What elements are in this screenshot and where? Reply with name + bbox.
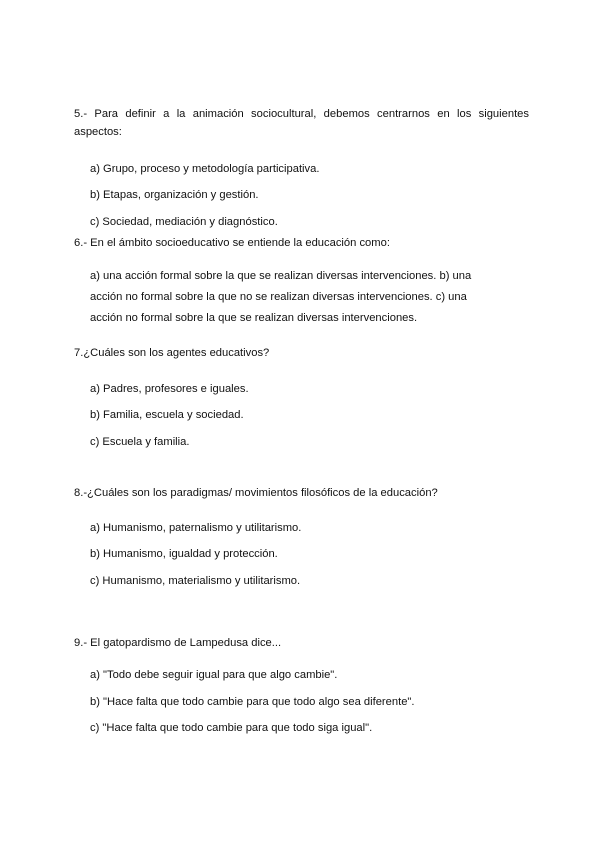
- question-6-stem: 6.- En el ámbito socioeducativo se entiende la educación como:: [74, 237, 390, 249]
- question-5-option-b: b) Etapas, organización y gestión.: [90, 189, 259, 201]
- question-8-option-c: c) Humanismo, materialismo y utilitarismo.: [90, 575, 301, 587]
- question-9-option-c: c) "Hace falta que todo cambie para que todo siga igual".: [90, 722, 373, 734]
- question-5-stem: 5.- Para definir a la animación sociocultural, debemos centrarnos en los siguientes aspectos:: [74, 108, 529, 138]
- question-8-stem: 8.-¿Cuáles son los paradigmas/ movimientos filosóficos de la educación?: [74, 487, 438, 499]
- question-7-option-c: c) Escuela y familia.: [90, 436, 190, 448]
- question-9-option-b: b) "Hace falta que todo cambie para que todo algo sea diferente".: [90, 696, 415, 708]
- question-9-stem: 9.- El gatopardismo de Lampedusa dice...: [74, 637, 282, 649]
- question-9-option-a: a) "Todo debe seguir igual para que algo cambie".: [90, 669, 338, 681]
- question-8-option-a: a) Humanismo, paternalismo y utilitarismo.: [90, 522, 302, 534]
- question-6-options-line-1: a) una acción formal sobre la que se realizan diversas intervenciones. b) una: [90, 270, 472, 282]
- question-5-option-c: c) Sociedad, mediación y diagnóstico.: [90, 216, 278, 228]
- question-5-option-a: a) Grupo, proceso y metodología participativa.: [90, 163, 320, 175]
- question-7-stem: 7.¿Cuáles son los agentes educativos?: [74, 347, 270, 359]
- question-6-options-line-2: acción no formal sobre la que no se realizan diversas intervenciones. c) una: [90, 291, 467, 303]
- question-7-option-a: a) Padres, profesores e iguales.: [90, 383, 249, 395]
- question-8-option-b: b) Humanismo, igualdad y protección.: [90, 548, 278, 560]
- question-7-option-b: b) Familia, escuela y sociedad.: [90, 409, 244, 421]
- question-6-options-line-3: acción no formal sobre la que se realizan diversas intervenciones.: [90, 312, 418, 324]
